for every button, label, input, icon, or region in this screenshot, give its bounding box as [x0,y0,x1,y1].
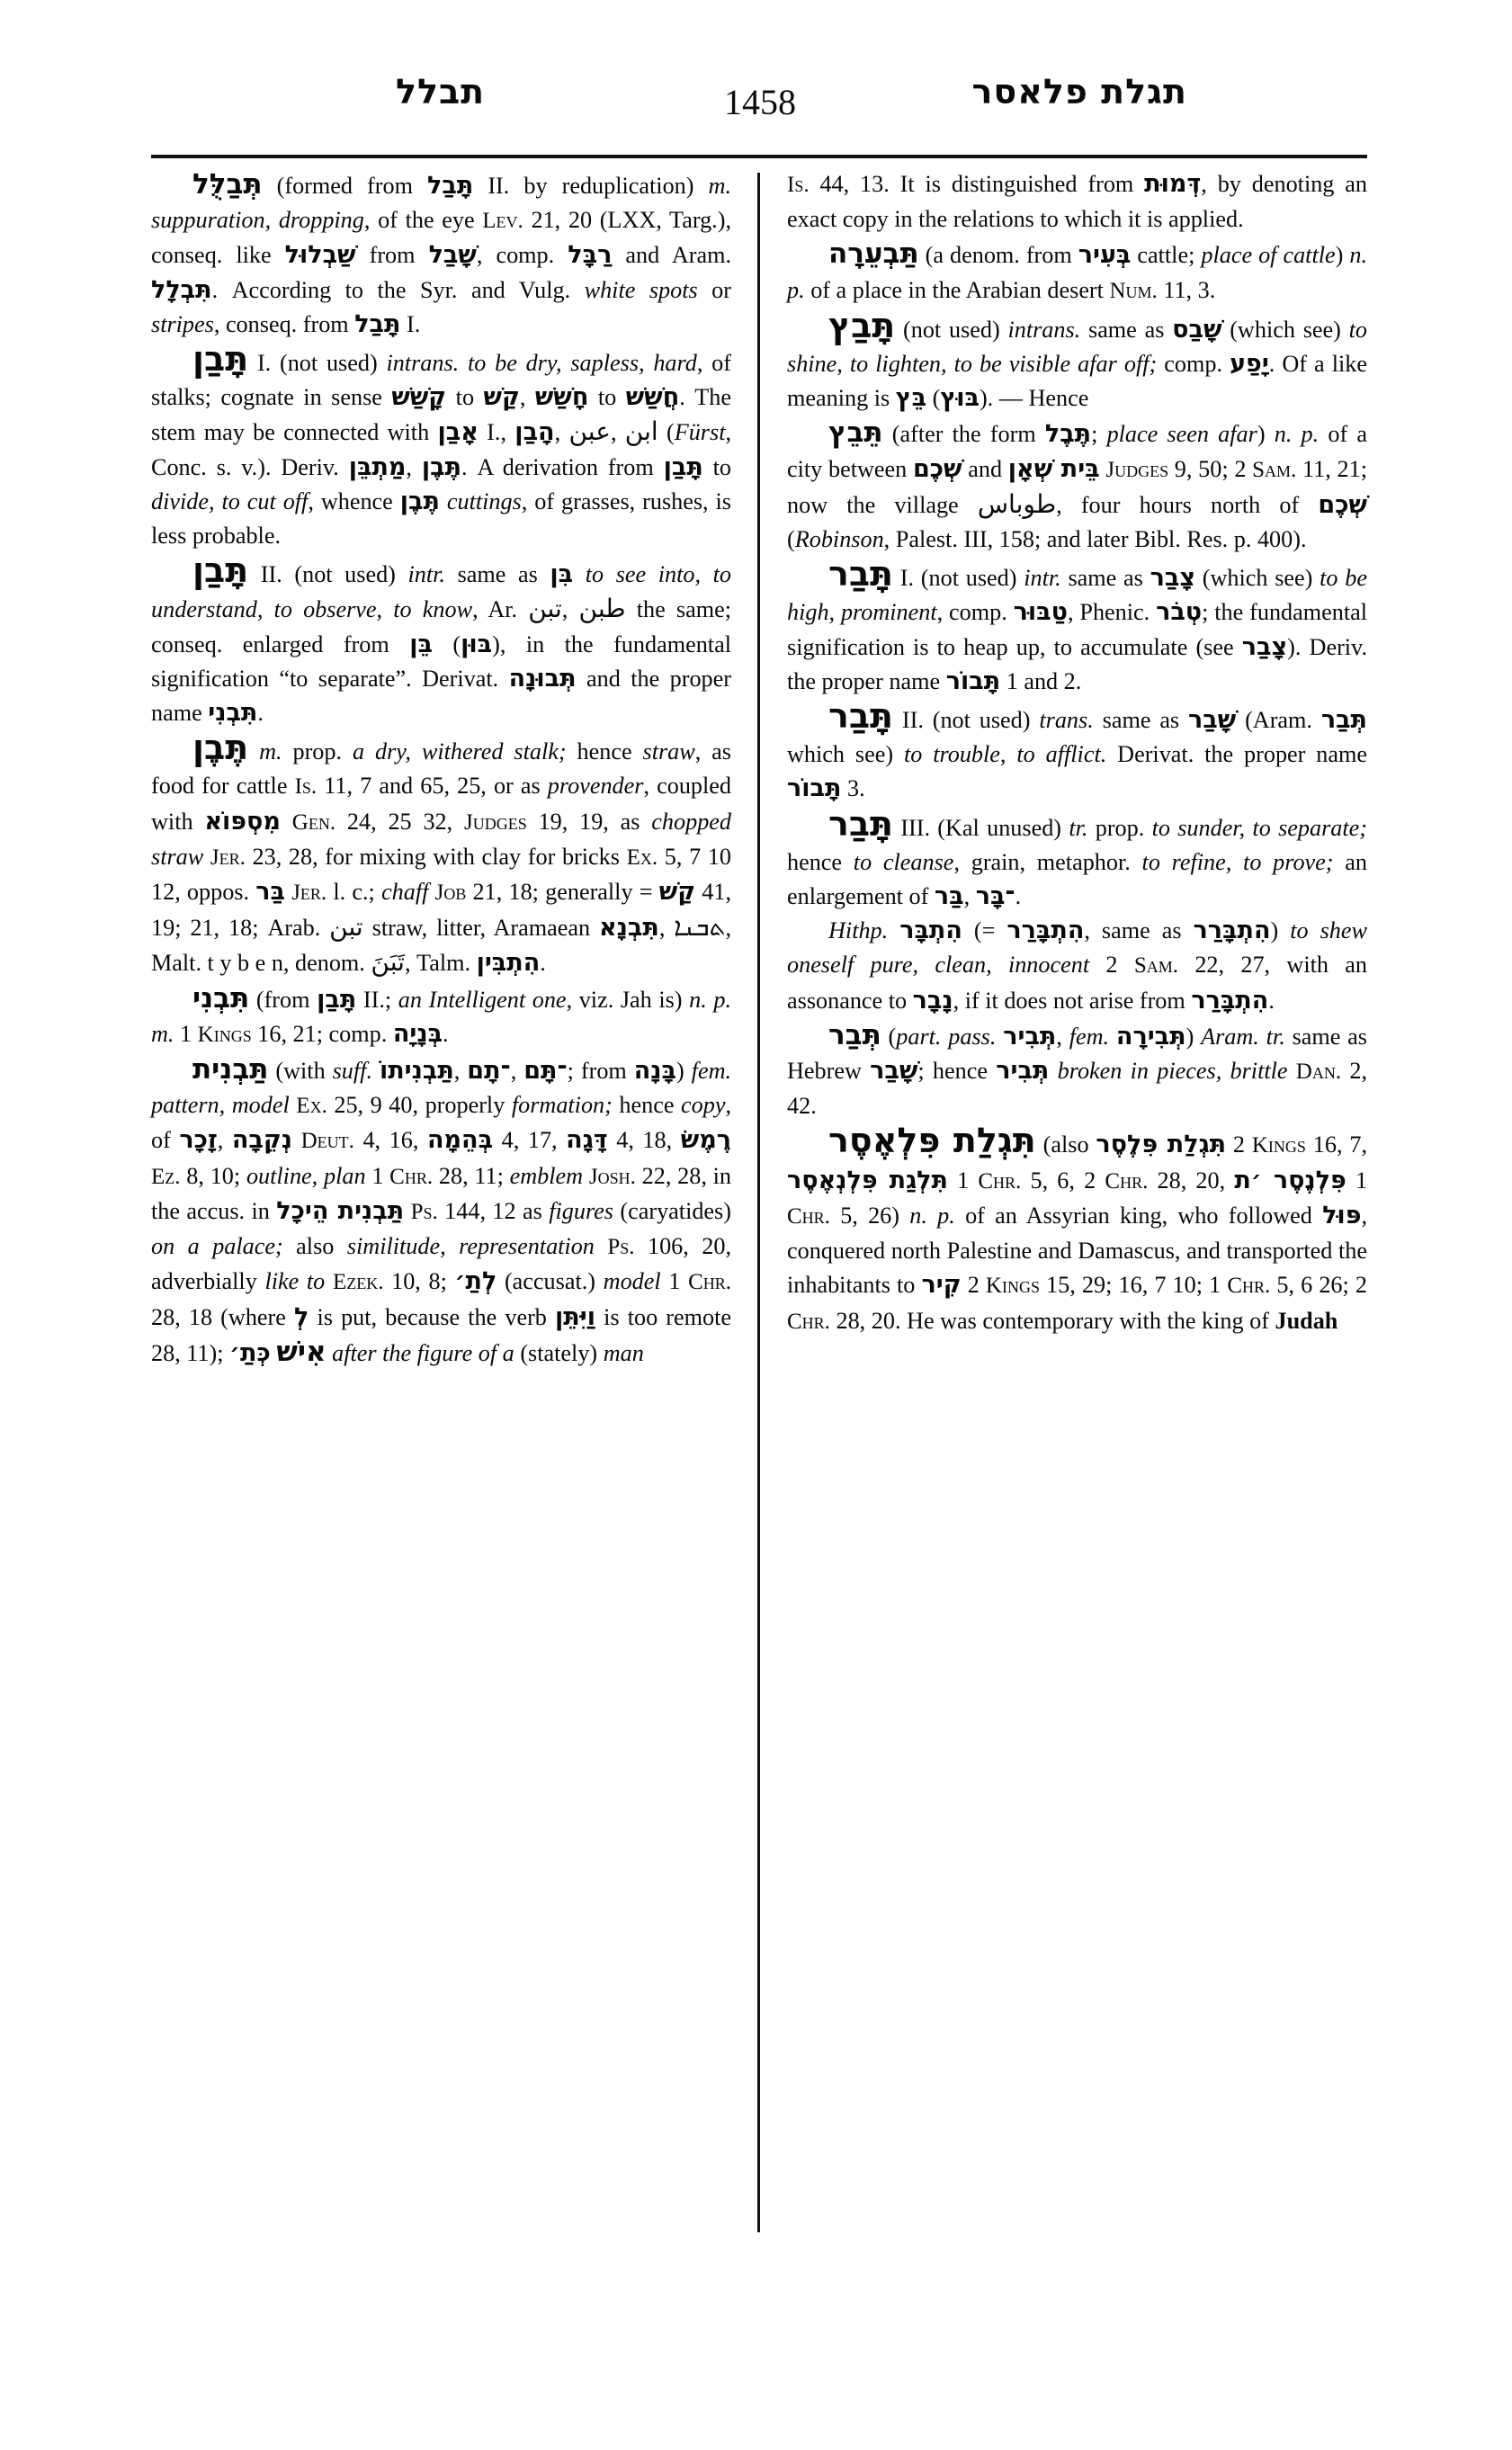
dictionary-entry: תָּבַץ (not used) intrans. same as שָׁבַס (which see) to shine, to lighten, to be visible afar off; comp. יָפַע. Of a like meaning is בֵּץ (בּוּץ). — Hence [787,305,1367,413]
dictionary-entry: תִּגְלַת פִּלְאֶסֶר (also תִּגְלַת פִּלֶסֶר 2 Kings 16, 7, תִּלְגַת פִּלְנְאֶסֶר 1 Chr. 5, 6, 2 Chr. 28, 20, פִּלְנֶסֶר ׳ת 1 Chr. 5, 26) n. p. of an Assyrian king, who followed פּוּל, conquered north Palestine and Damascus, and transported the inhabitants to קִיר 2 Kings 15, 29; 16, 7 10; 1 Chr. 5, 6 26; 2 Chr. 28, 20. He was contemporary with the king of Judah [787,1121,1368,1334]
dictionary-entry: תָּבַן I. (not used) intrans. to be dry, sapless, hard, of stalks; cognate in sense קָשַׁשׁ to קַשׁ, חָשַׁשׁ to חֲשַׁשׁ. The stem may be connected with אָבַן I., הָבַן, عبن, ابن (Fürst, Conc. s. v.). Deriv. מַתְבֵּן, תֶּבֶן. A derivation from תָּבַן to divide, to cut off, whence תֶּבֶן cuttings, of grasses, rushes, is less probable. [151,339,732,550]
dictionary-entry: תֵּבֵץ (after the form תֶּבֶל; place seen afar) n. p. of a city between שְׁכֶם and בֵּית שְׁאָן Judges 9, 50; 2 Sam. 11, 21; now the village طوباس, four hours north of שְׁכֶם (Robinson, Palest. III, 158; and later Bibl. Res. p. 400). [787,416,1367,553]
column-divider [757,173,760,2232]
dictionary-entry: Is. 44, 13. It is distinguished from דְּמוּת, by denoting an exact copy in the relations to which it is applied. [787,170,1367,233]
dictionary-entry: תַּבְעֵרָה (a denom. from בְּעִיר cattle; place of cattle) n. p. of a place in the Arabian desert Num. 11, 3. [787,237,1367,303]
header-rule [151,155,1367,158]
page-number: 1458 [724,82,796,122]
dictionary-entry: תַּבְנִית (with suff. תַּבְנִיתוֹ, ־תָם, ־תָּם; from בָּנָה) fem. pattern, model Ex. 25, 9 40, properly formation; hence copy, of זָכָר, נְקֵבָה Deut. 4, 16, בְּהֵמָה 4, 17, דָּגָה 4, 18, רֶמֶשׂ Ez. 8, 10; outline, plan 1 Chr. 28, 11; emblem Josh. 22, 28, in the accus. in תַּבְנִית הֵיכָל Ps. 144, 12 as figures (caryatides) on a palace; also similitude, representation Ps. 106, 20, adverbially like to Ezek. 10, 8; לְתַ׳ (accusat.) model 1 Chr. 28, 18 (where לְ is put, because the verb וַיִּתֵּן is too remote 28, 11); כְּתַ׳ אִישׁ after the figure of a (stately) man [151,1053,732,1368]
dictionary-entry: תְּבַר (part. pass. תְּבִיר, fem. תְּבִירָה) Aram. tr. same as Hebrew שָׁבַר; hence תְּבִיר broken in pieces, brittle Dan. 2, 42. [787,1018,1368,1120]
dictionary-entry: תְּבַלֻּל (formed from תָּבַל II. by reduplication) m. suppuration, dropping, of the eye Lev. 21, 20 (LXX, Targ.), conseq. like שַׁבְלוּל from שָׁבַל, comp. רַבָּל and Aram. תִּבְלָל. According to the Syr. and Vulg. white spots or stripes, conseq. from תָּבַל I. [151,168,732,338]
text-body [151,167,1367,2254]
dictionary-entry: תָּבַר III. (Kal unused) tr. prop. to sunder, to separate; hence to cleanse, grain, metaphor. to refine, to prove; an enlargement of בַּר, ־בָּר. [787,803,1367,911]
dictionary-entry: תָּבַר II. (not used) trans. same as שָׁבַר (Aram. תְּבַר which see) to trouble, to afflict. Derivat. the proper name תָּבוֹר 3. [787,696,1367,803]
column-right [787,167,1367,1339]
dictionary-entry: תִּבְנִי (from תָּבַן II.; an Intelligent one, viz. Jah is) n. p. m. 1 Kings 16, 21; comp. בְּנָיָה. [151,981,731,1048]
header-left-headword: תבלל [396,72,486,112]
dictionary-entry: תֶּבֶן m. prop. a dry, withered stalk; hence straw, as food for cattle Is. 11, 7 and 65, 25, or as provender, coupled with מִסְפּוֹא Gen. 24, 25 32, Judges 19, 19, as chopped straw Jer. 23, 28, for mixing with clay for bricks Ex. 5, 7 10 12, oppos. בַּר Jer. l. c.; chaff Job 21, 18; generally = קַשׁ 41, 19; 21, 18; Arab. تبن straw, litter, Aramaean תִּבְנָא, ܬܒܢܐ, Malt. t y b e n, denom. تَبَنَ, Talm. הִתְבִּין. [151,728,732,978]
header-right-headword: תגלת פלאסר [971,72,1187,112]
dictionary-entry: תָּבַן II. (not used) intr. same as בִּן to see into, to understand, to observe, to know, Ar. تبن, طبن the same; conseq. enlarged from בֵּן (בּוּן), in the fundamental signification “to separate”. Derivat. תְּבוּנָה and the proper name תִּבְנִי. [151,550,731,728]
page-header [144,72,1376,135]
dictionary-entry: תָּבַר I. (not used) intr. same as צָבַר (which see) to be high, prominent, comp. טַבּוּר, Phenic. טְבֹר; the fundamental signification is to heap up, to accumulate (see צָבַר). Deriv. the proper name תָּבוֹר 1 and 2. [787,554,1368,695]
column-left [151,167,731,1371]
dictionary-entry: Hithp. הִתְבָּר (= הִתְבָּרַר, same as הִתְבָּרַר) to shew oneself pure, clean, innocent 2 Sam. 22, 27, with an assonance to נָבָר, if it does not arise from הִתְבָּרַר. [787,917,1368,1015]
